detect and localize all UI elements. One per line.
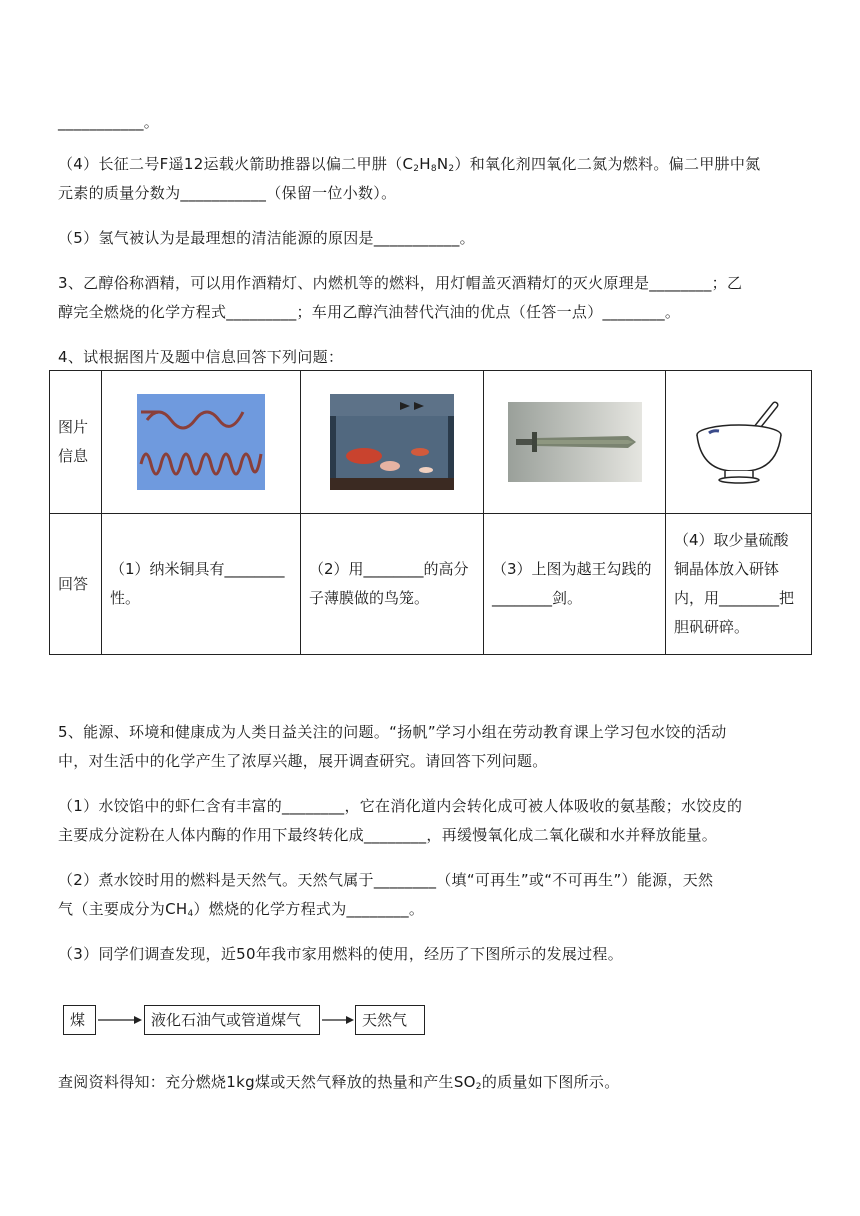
line-blank-end: ___________。 [58,113,160,131]
sword-image [508,402,642,482]
mortar-pestle-icon [689,397,789,487]
s5-line2: 中，对生活中的化学产生了浓厚兴趣，展开调查研究。请回答下列问题。 [58,752,548,770]
bird-cage-image [330,394,454,490]
s5-q3-line: （3）同学们调查发现，近50年我市家用燃料的使用，经历了下图所示的发展过程。 [58,945,624,963]
pic-nano-copper [102,371,301,514]
s5-line1: 5、能源、环境和健康成为人类日益关注的问题。“扬帆”学习小组在劳动教育课上学习包水饺的活动 [58,723,727,741]
answer-3: （3）上图为越王勾践的________剑。 [484,514,666,655]
s5-q1-line1: （1）水饺馅中的虾仁含有丰富的________，它在消化道内会转化成可被人体吸收的氨基酸；水饺皮的 [58,797,743,815]
q5-line: （5）氢气被认为是最理想的清洁能源的原因是___________。 [58,229,475,247]
arrow-icon-2 [320,1005,356,1035]
s5-q2-line1: （2）煮水饺时用的燃料是天然气。天然气属于________（填“可再生”或“不可再生”）能源，天然 [58,871,714,889]
answer-2: （2）用________的高分子薄膜做的鸟笼。 [301,514,484,655]
pic-sword [484,371,666,514]
s5-q2-line2: 气（主要成分为$CH_4$）燃烧的化学方程式为________。 [58,900,425,919]
answer-4: （4）取少量硫酸铜晶体放入研钵内，用________把胆矾研碎。 [666,514,812,655]
pic-bird-cage [301,371,484,514]
table-row-answers [50,514,812,655]
flow-step-lpg: 液化石油气或管道煤气 [144,1005,320,1035]
flow-step-natural-gas: 天然气 [355,1005,425,1035]
s4-title: 4、试根据图片及题中信息回答下列问题： [58,348,344,366]
answer-1: （1）纳米铜具有________性。 [102,514,301,655]
label-answer: 回答 [50,514,102,655]
pic-mortar [666,371,812,514]
arrow-icon-1 [96,1005,144,1035]
s5-q1-line2: 主要成分淀粉在人体内酶的作用下最终转化成________，再缓慢氧化成二氧化碳和水并释放能量。 [58,826,718,844]
q4-line2: 元素的质量分数为___________（保留一位小数）。 [58,184,397,202]
q4-line1: （4）长征二号F遥12运载火箭助推器以偏二甲肼$(C_2H_8N_2)$和氧化剂四氧化二氮为燃料。偏二甲肼中氮 [58,155,761,174]
question-4-table [49,370,812,655]
flow-step-coal: 煤 [63,1005,96,1035]
s3-line1: 3、乙醇俗称酒精，可以用作酒精灯、内燃机等的燃料，用灯帽盖灭酒精灯的灭火原理是________；乙 [58,274,743,292]
table-row-pictures [50,371,812,514]
s3-line2: 醇完全燃烧的化学方程式_________；车用乙醇汽油替代汽油的优点（任答一点）________。 [58,303,681,321]
label-picture-info: 图片信息 [50,371,102,514]
nano-copper-image [137,394,265,490]
last-line: 查阅资料得知：充分燃烧1kg煤或天然气释放的热量和产生$SO_2$的质量如下图所示。 [58,1073,620,1092]
